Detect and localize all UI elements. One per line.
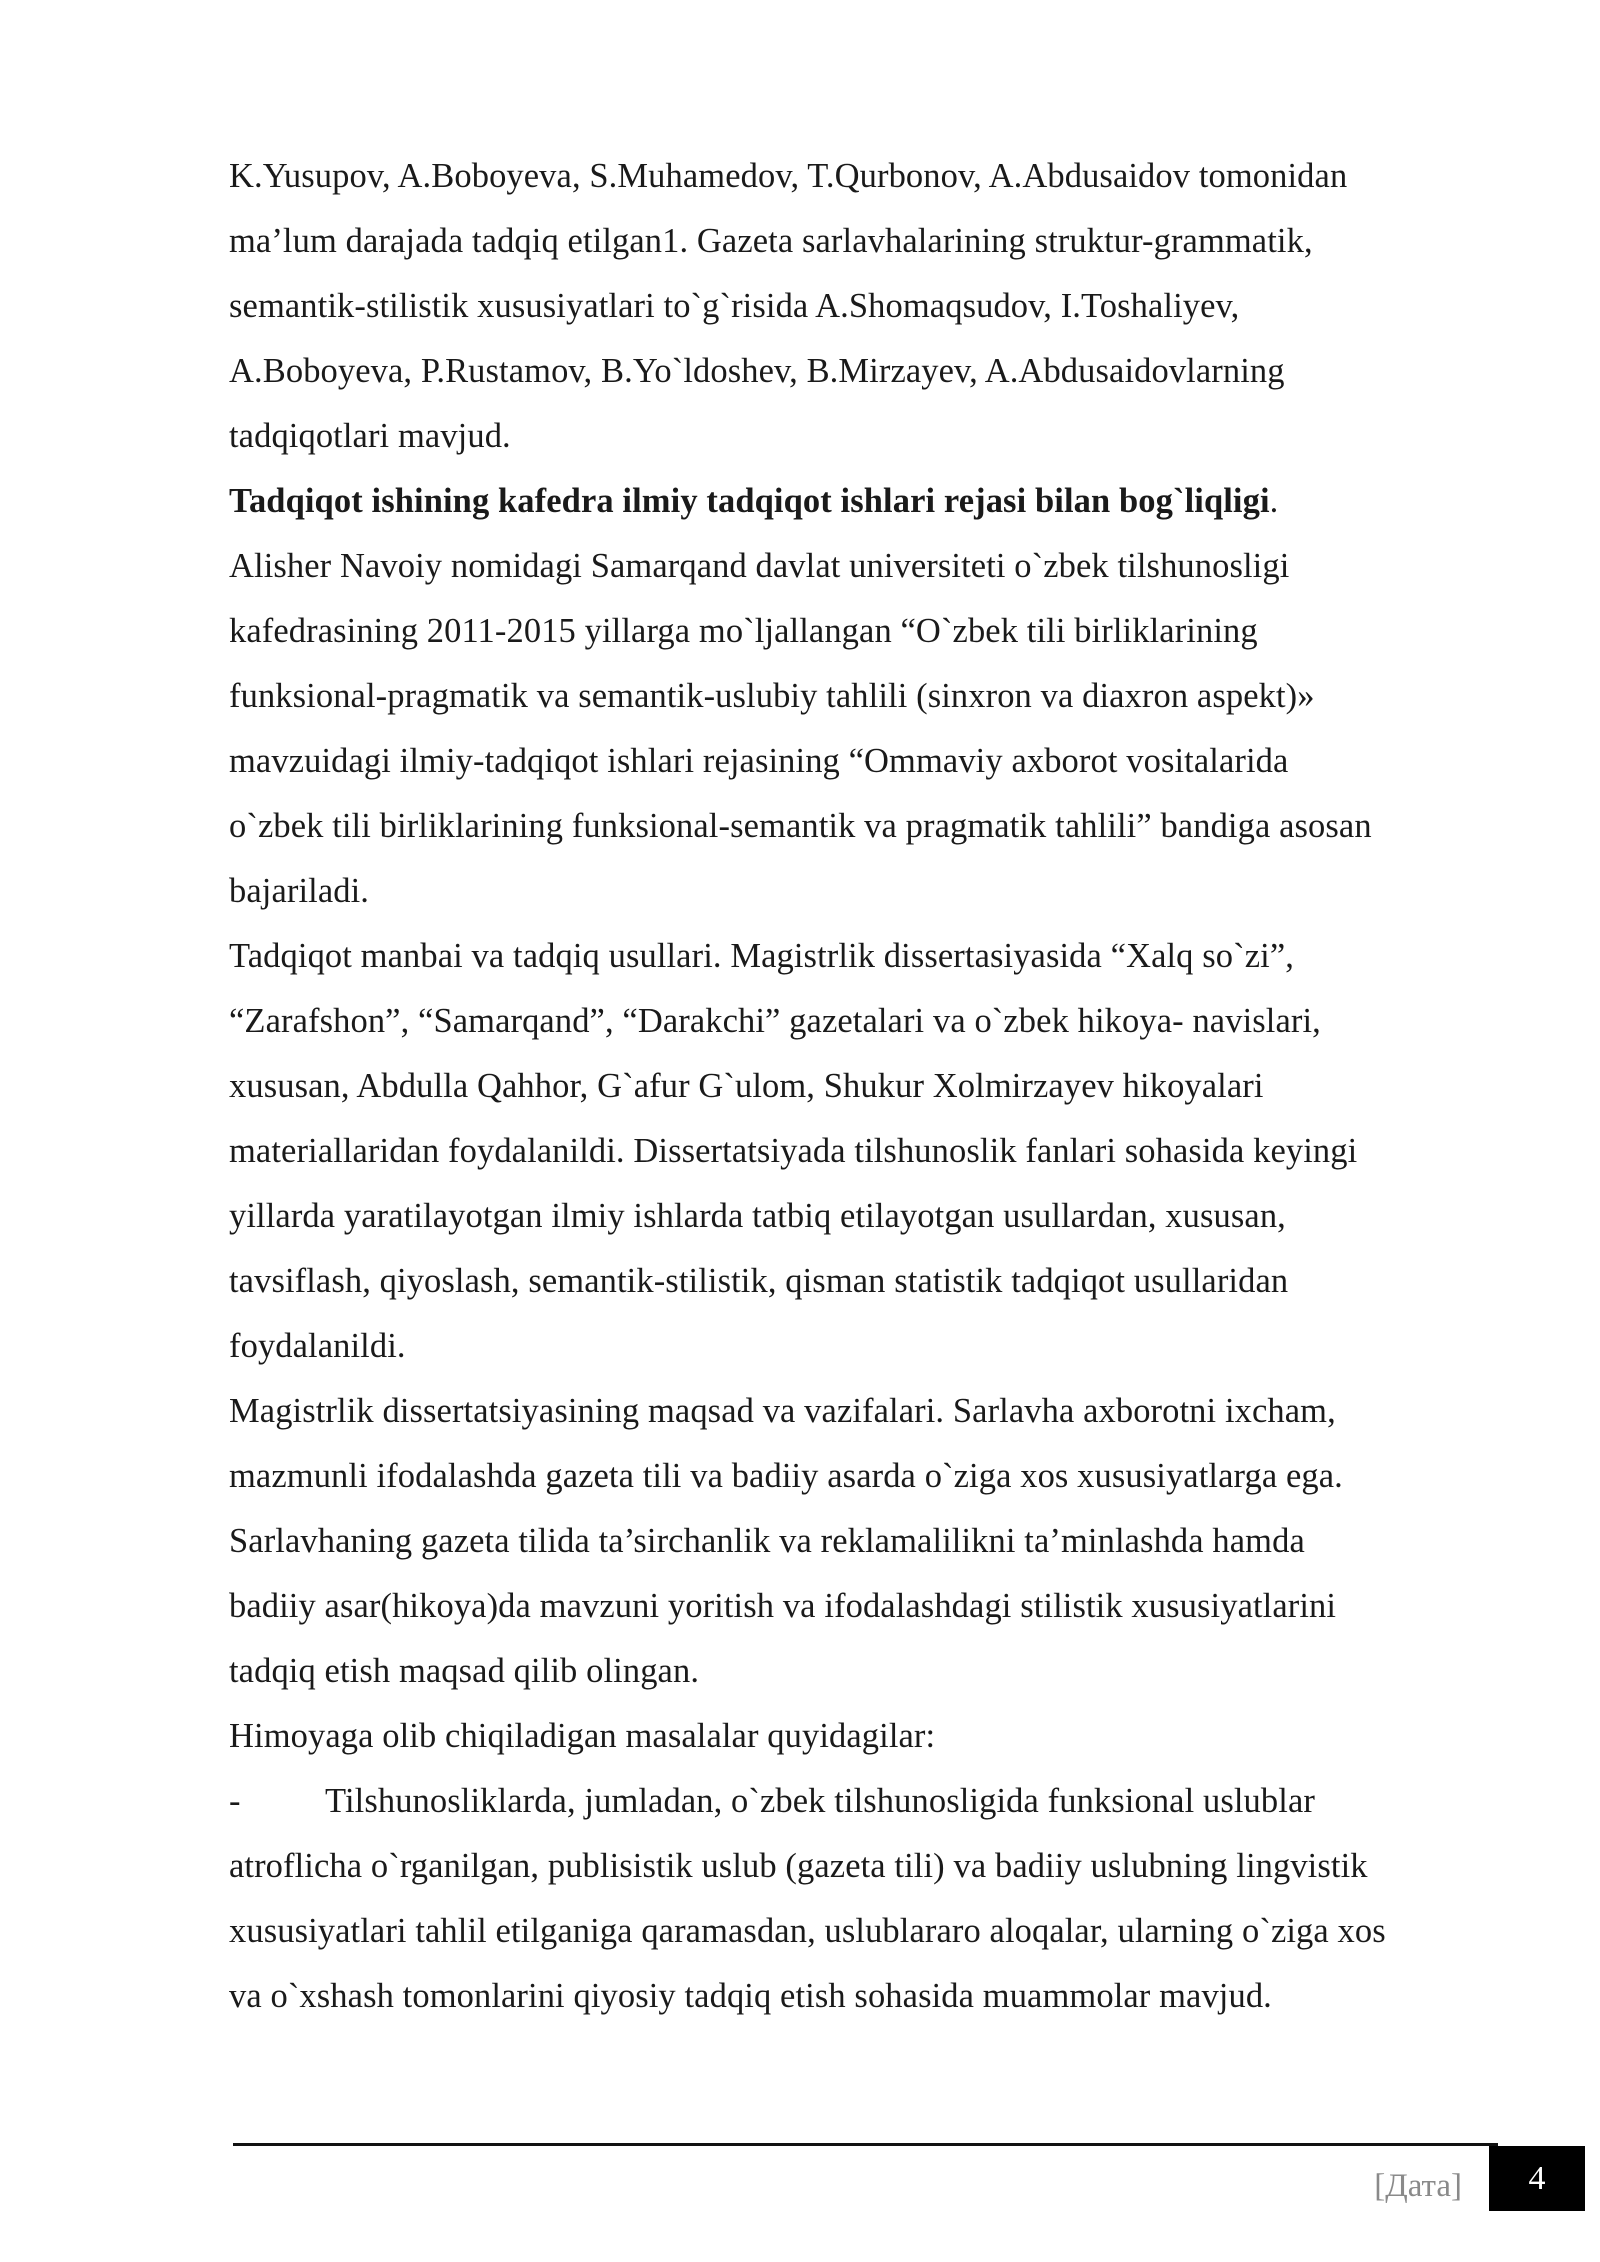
- section-heading-bold: Tadqiqot ishining kafedra ilmiy tadqiqot ishlari rejasi bilan bog`liqligi: [229, 482, 1270, 520]
- text-line: mavzuidagi ilmiy-tadqiqot ishlari rejasining “Ommaviy axborot vositalarida: [229, 742, 1289, 780]
- text-line: “Zarafshon”, “Samarqand”, “Darakchi” gazetalari va o`zbek hikoya- navislari,: [229, 1002, 1321, 1040]
- text-line: Himoyaga olib chiqiladigan masalalar quyidagilar:: [229, 1717, 936, 1755]
- text-line: mazmunli ifodalashda gazeta tili va badiiy asarda o`ziga xos xususiyatlarga ega.: [229, 1457, 1343, 1495]
- bullet-text: Tilshunosliklarda, jumladan, o`zbek tilshunosligida funksional uslublar: [325, 1782, 1315, 1820]
- footer-divider: [233, 2143, 1498, 2146]
- page-number-badge: [1489, 2146, 1585, 2211]
- text-line: Magistrlik dissertatsiyasining maqsad va vazifalari. Sarlavha axborotni ixcham,: [229, 1392, 1336, 1430]
- text-line: semantik-stilistik xususiyatlari to`g`risida A.Shomaqsudov, I.Toshaliyev,: [229, 287, 1240, 325]
- text-line: va o`xshash tomonlarini qiyosiy tadqiq etish sohasida muammolar mavjud.: [229, 1977, 1272, 2015]
- text-line: tavsiflash, qiyoslash, semantik-stilistik, qisman statistik tadqiqot usullaridan: [229, 1262, 1289, 1300]
- text-line: funksional-pragmatik va semantik-uslubiy tahlili (sinxron va diaxron aspekt)»: [229, 677, 1315, 715]
- text-line: o`zbek tili birliklarining funksional-semantik va pragmatik tahlili” bandiga asosan: [229, 807, 1372, 845]
- text-line: ma’lum darajada tadqiq etilgan1. Gazeta sarlavhalarining struktur-grammatik,: [229, 222, 1313, 260]
- text-line: Alisher Navoiy nomidagi Samarqand davlat universiteti o`zbek tilshunosligi: [229, 547, 1290, 585]
- text-line: A.Boboyeva, P.Rustamov, B.Yo`ldoshev, B.Mirzayev, A.Abdusaidovlarning: [229, 352, 1285, 390]
- section-heading: [229, 469, 1499, 534]
- text-line: tadqiqotlari mavjud.: [229, 417, 511, 455]
- bullet-item: [229, 1769, 1499, 1834]
- text-line: foydalanildi.: [229, 1327, 406, 1365]
- text-line: Sarlavhaning gazeta tilida ta’sirchanlik va reklamalilikni ta’minlashda hamda: [229, 1522, 1305, 1560]
- text-line: xususan, Abdulla Qahhor, G`afur G`ulom, Shukur Xolmirzayev hikoyalari: [229, 1067, 1264, 1105]
- text-line: tadqiq etish maqsad qilib olingan.: [229, 1652, 700, 1690]
- text-line: atroflicha o`rganilgan, publisistik uslub (gazeta tili) va badiiy uslubning lingvistik: [229, 1847, 1368, 1885]
- text-line: Tadqiqot manbai va tadqiq usullari. Magistrlik dissertasiyasida “Xalq so`zi”,: [229, 937, 1294, 975]
- text-line: K.Yusupov, A.Boboyeva, S.Muhamedov, T.Qurbonov, A.Abdusaidov tomonidan: [229, 157, 1348, 195]
- text-line: xususiyatlari tahlil etilganiga qaramasdan, uslublararo aloqalar, ularning o`ziga xos: [229, 1912, 1386, 1950]
- page-number: 4: [1528, 2159, 1546, 2197]
- text-line: badiiy asar(hikoya)da mavzuni yoritish va ifodalashdagi stilistik xususiyatlarini: [229, 1587, 1337, 1625]
- document-body: [229, 144, 1499, 2029]
- footer-date-placeholder[interactable]: [Дата]: [1374, 2168, 1462, 2204]
- section-heading-tail: .: [1269, 482, 1279, 520]
- text-line: kafedrasining 2011-2015 yillarga mo`ljallangan “O`zbek tili birliklarining: [229, 612, 1258, 650]
- bullet-dash: -: [229, 1782, 241, 1820]
- text-line: yillarda yaratilayotgan ilmiy ishlarda tatbiq etilayotgan usullardan, xususan,: [229, 1197, 1286, 1235]
- text-line: bajariladi.: [229, 872, 369, 910]
- text-line: materiallaridan foydalanildi. Dissertatsiyada tilshunoslik fanlari sohasida keyingi: [229, 1132, 1358, 1170]
